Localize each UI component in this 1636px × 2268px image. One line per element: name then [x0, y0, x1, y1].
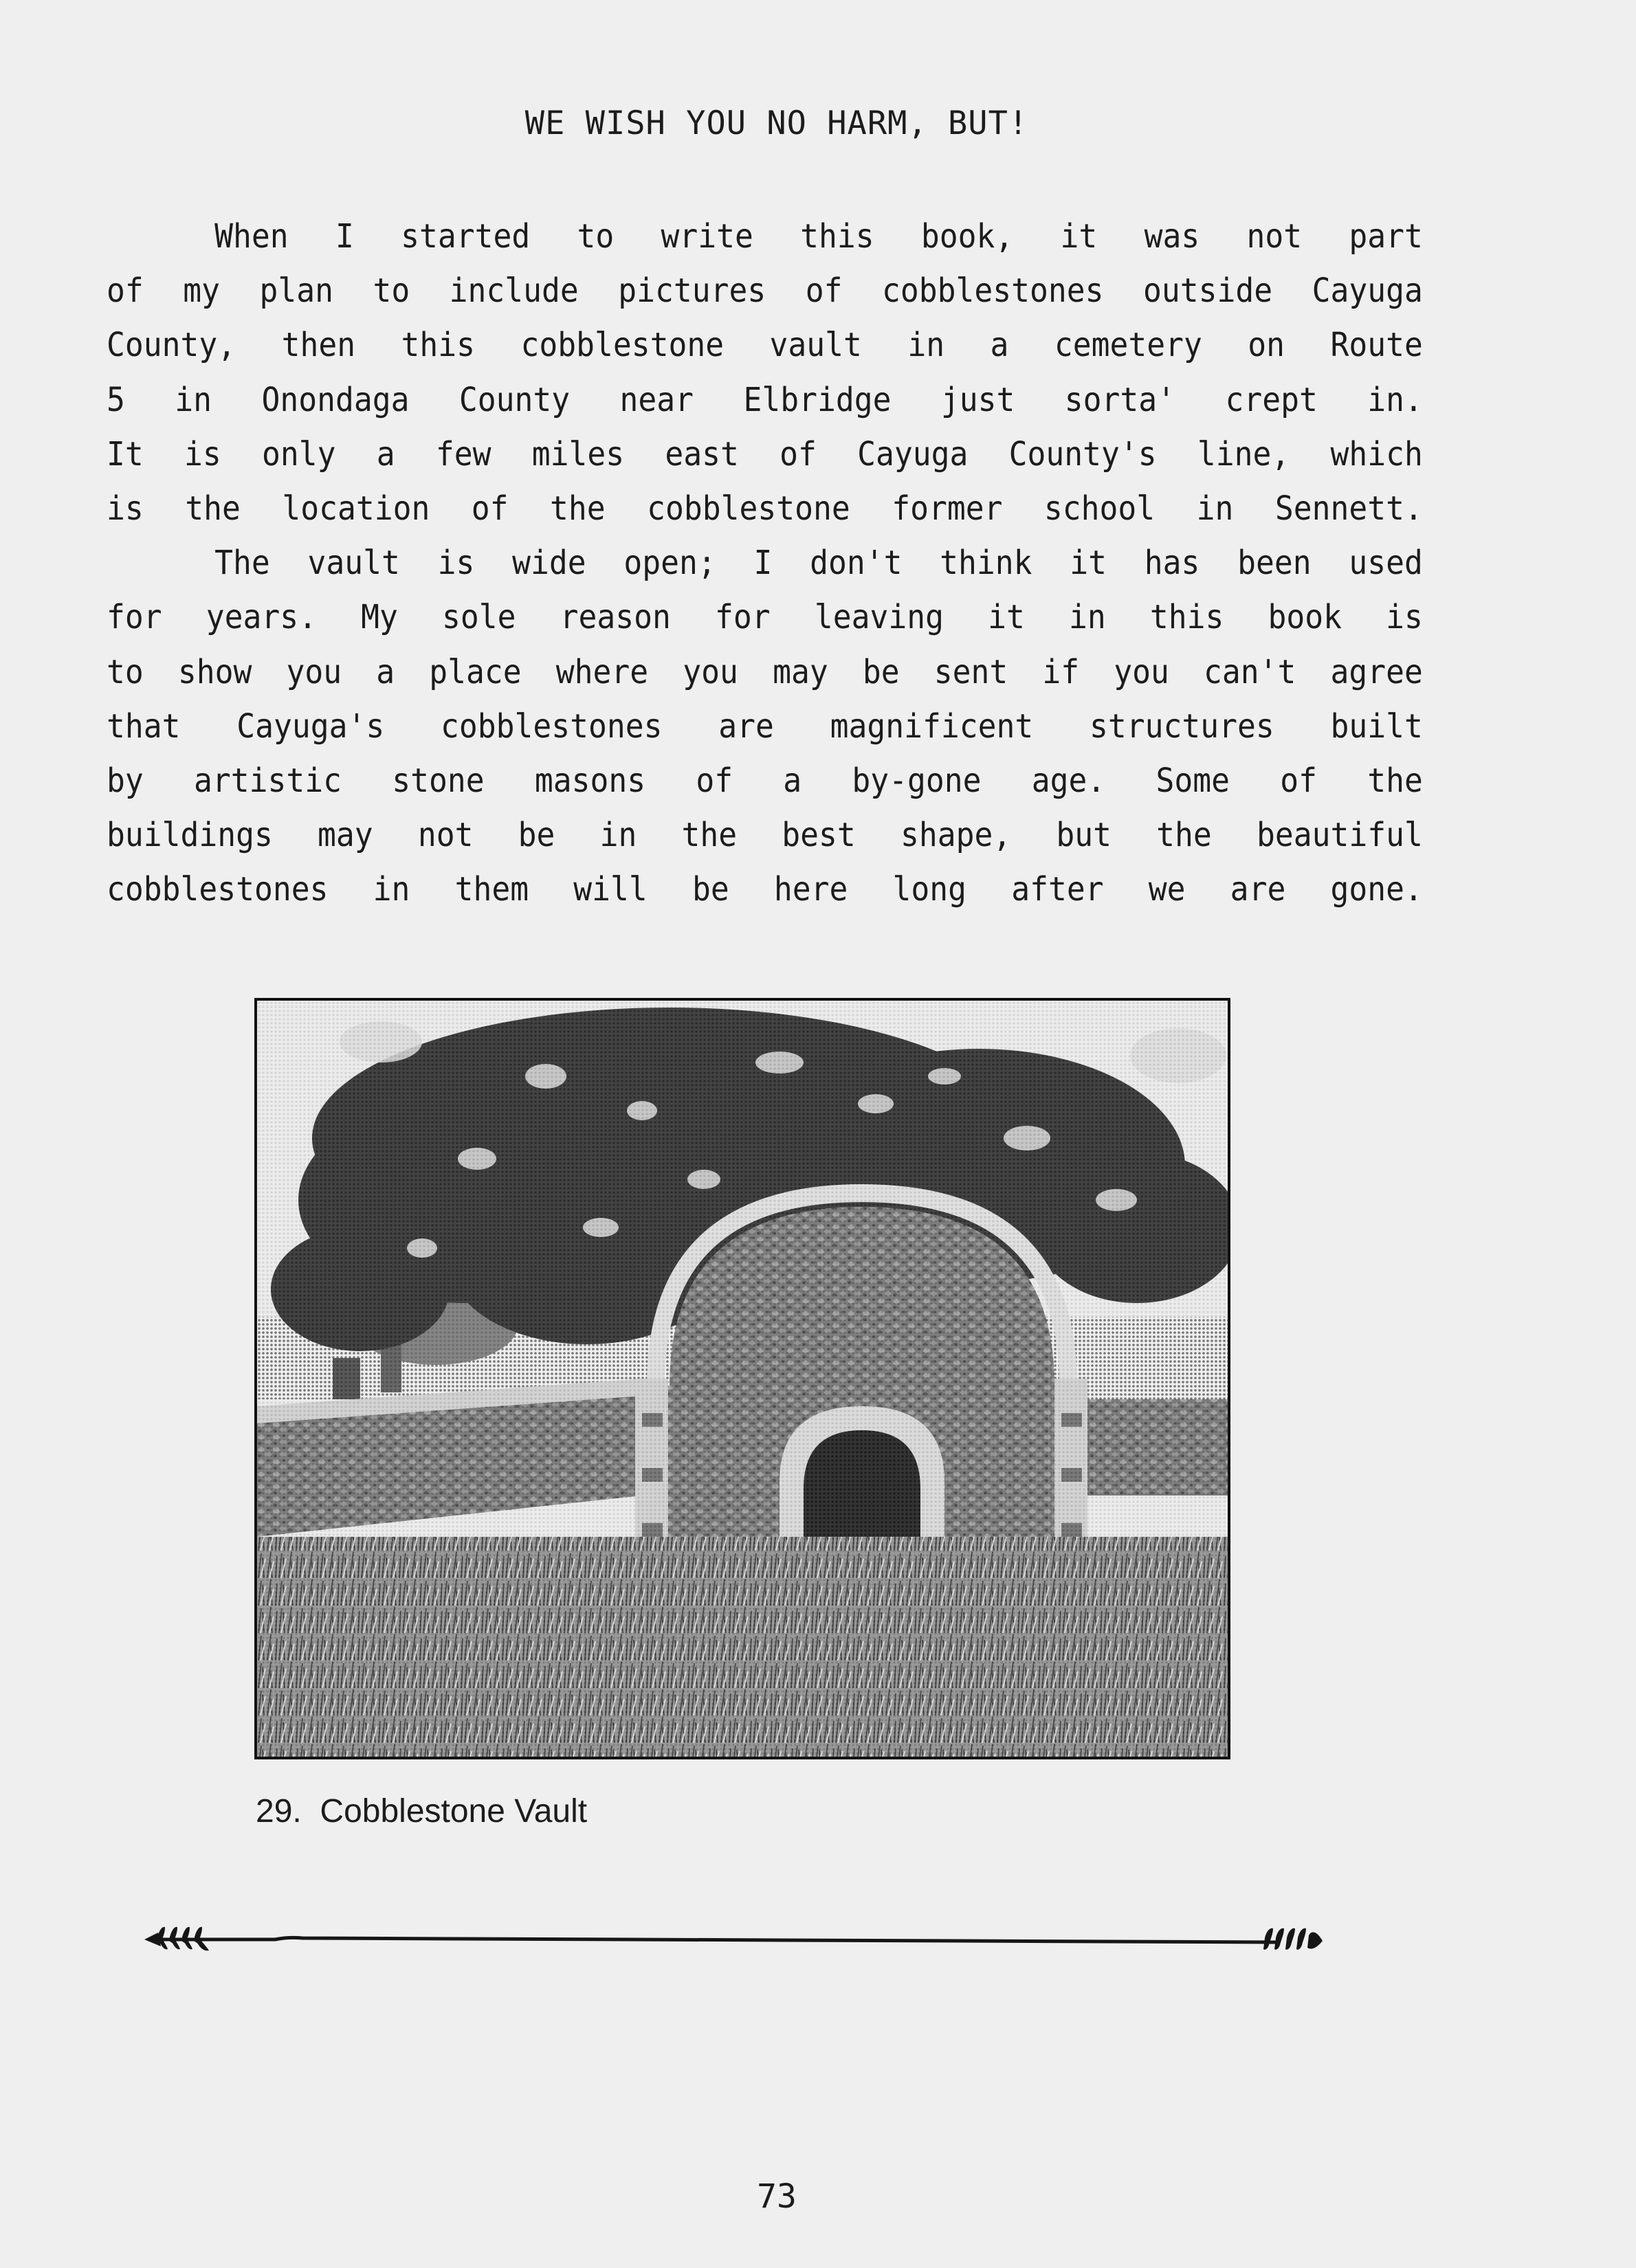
page-title: WE WISH YOU NO HARM, BUT!: [524, 104, 1029, 142]
figure-photo: [254, 998, 1230, 1759]
body-line: cobblestones in them will be here long after we are gone.: [107, 870, 1423, 909]
body-line: to show you a place where you may be sent if you can't agree: [107, 652, 1423, 691]
body-line: County, then this cobblestone vault in a cemetery on Route: [107, 326, 1423, 365]
body-line: of my plan to include pictures of cobblestones outside Cayuga: [107, 271, 1423, 311]
arrow-divider-icon: [137, 1911, 1334, 1972]
body-line: that Cayuga's cobblestones are magnificent structures built: [107, 707, 1423, 746]
vault-photo-illustration: [257, 1001, 1228, 1757]
body-line: 5 in Onondaga County near Elbridge just sorta' crept in.: [107, 380, 1423, 419]
body-line: for years. My sole reason for leaving it in this book is: [107, 598, 1423, 637]
body-line: The vault is wide open; I don't think it has been used: [214, 544, 1423, 583]
body-line: It is only a few miles east of Cayuga County's line, which: [107, 434, 1423, 474]
figure-caption: 29. Cobblestone Vault: [256, 1793, 588, 1830]
body-line: When I started to write this book, it was not part: [214, 217, 1423, 256]
body-line: by artistic stone masons of a by-gone age. Some of the: [107, 761, 1423, 800]
body-line: is the location of the cobblestone former school in Sennett.: [107, 489, 1423, 528]
page-number: 73: [757, 2177, 797, 2216]
body-line: buildings may not be in the best shape, but the beautiful: [107, 816, 1423, 855]
body-text: [107, 210, 1423, 917]
